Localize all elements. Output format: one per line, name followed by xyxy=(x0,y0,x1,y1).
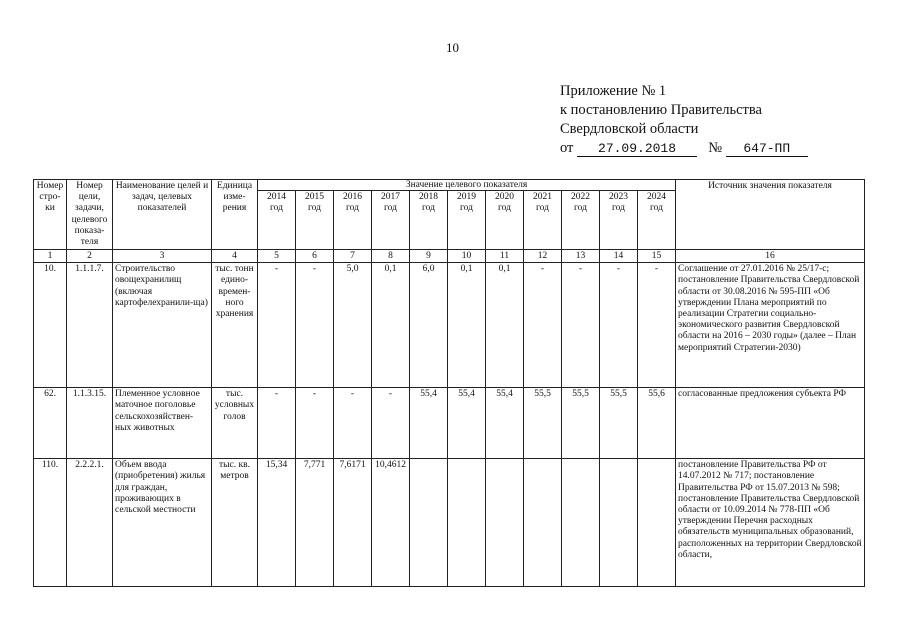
value-cell xyxy=(562,459,600,587)
column-number: 13 xyxy=(562,250,600,263)
header-source: Источник значения показателя xyxy=(676,180,865,250)
page-number: 10 xyxy=(446,40,459,55)
value-cell: 55,5 xyxy=(600,388,638,459)
value-cell: 5,0 xyxy=(334,263,372,388)
value-cell: - xyxy=(372,388,410,459)
appendix-resolution-line: к постановлению Правительства xyxy=(560,102,762,118)
goal-number: 1.1.3.15. xyxy=(67,388,113,459)
row-number: 62. xyxy=(34,388,67,459)
indicators-table xyxy=(33,179,865,587)
table-row xyxy=(34,263,865,388)
column-number: 12 xyxy=(524,250,562,263)
value-cell: 7,771 xyxy=(296,459,334,587)
column-number: 3 xyxy=(113,250,212,263)
appendix-region-line: Свердловской области xyxy=(560,121,699,137)
value-cell: 10,4612 xyxy=(372,459,410,587)
header-name: Наименование целей и задач, целевых показателей xyxy=(113,180,212,250)
column-number: 14 xyxy=(600,250,638,263)
column-number: 15 xyxy=(638,250,676,263)
value-cell: - xyxy=(258,388,296,459)
value-cell: - xyxy=(334,388,372,459)
table-row xyxy=(34,388,865,459)
value-cell: - xyxy=(638,263,676,388)
value-cell: 0,1 xyxy=(372,263,410,388)
goal-number: 1.1.1.7. xyxy=(67,263,113,388)
column-number: 2 xyxy=(67,250,113,263)
value-cell: 0,1 xyxy=(448,263,486,388)
value-cell xyxy=(524,459,562,587)
header-goal-num: Номер цели, задачи, целевого показа-теля xyxy=(67,180,113,250)
value-cell: - xyxy=(600,263,638,388)
table-row xyxy=(34,459,865,587)
number-prefix: № xyxy=(708,140,723,156)
column-number: 10 xyxy=(448,250,486,263)
header-year: 2016 год xyxy=(334,191,372,250)
value-cell: - xyxy=(524,263,562,388)
header-unit: Единица изме-рения xyxy=(212,180,258,250)
appendix-title: Приложение № 1 xyxy=(560,83,667,99)
column-number: 11 xyxy=(486,250,524,263)
header-year: 2022 год xyxy=(562,191,600,250)
column-number: 4 xyxy=(212,250,258,263)
value-cell xyxy=(486,459,524,587)
value-cell: 55,4 xyxy=(486,388,524,459)
value-cell: 55,5 xyxy=(562,388,600,459)
header-year: 2023 год xyxy=(600,191,638,250)
value-cell: - xyxy=(258,263,296,388)
indicator-source: согласованные предложения субъекта РФ xyxy=(676,388,865,459)
header-year: 2019 год xyxy=(448,191,486,250)
value-cell: 7,6171 xyxy=(334,459,372,587)
value-cell xyxy=(448,459,486,587)
resolution-number: 647-ПП xyxy=(726,142,808,157)
resolution-date: 27.09.2018 xyxy=(577,142,697,157)
header-year: 2018 год xyxy=(410,191,448,250)
column-number: 6 xyxy=(296,250,334,263)
indicator-unit: тыс. тонн едино-времен-ного хранения xyxy=(212,263,258,388)
indicator-source: постановление Правительства РФ от 14.07.2012 № 717; постановление Правительства РФ от 15.07.2013 № 598; постановление Правительства Свердловской области от 10.09.2014 № 778-ПП «Об утверждении Перечня расходных обязательств муниципальных образований, расположенных на территории Свердловской области, xyxy=(676,459,865,587)
column-number: 1 xyxy=(34,250,67,263)
value-cell: 6,0 xyxy=(410,263,448,388)
value-cell: 0,1 xyxy=(486,263,524,388)
column-number: 9 xyxy=(410,250,448,263)
indicator-unit: тыс. условных голов xyxy=(212,388,258,459)
column-number: 8 xyxy=(372,250,410,263)
column-number: 7 xyxy=(334,250,372,263)
appendix-date-number-line xyxy=(560,139,808,158)
value-cell: - xyxy=(562,263,600,388)
row-number: 110. xyxy=(34,459,67,587)
value-cell xyxy=(600,459,638,587)
value-cell: 55,4 xyxy=(410,388,448,459)
value-cell: 55,4 xyxy=(448,388,486,459)
header-year: 2020 год xyxy=(486,191,524,250)
value-cell: 15,34 xyxy=(258,459,296,587)
value-cell: - xyxy=(296,388,334,459)
header-year: 2021 год xyxy=(524,191,562,250)
indicator-name: Объем ввода (приобретения) жилья для граждан, проживающих в сельской местности xyxy=(113,459,212,587)
value-cell: 55,5 xyxy=(524,388,562,459)
header-year: 2024 год xyxy=(638,191,676,250)
header-values-group: Значение целевого показателя xyxy=(258,180,676,191)
header-row-num: Номер стро-ки xyxy=(34,180,67,250)
value-cell xyxy=(638,459,676,587)
header-year: 2017 год xyxy=(372,191,410,250)
value-cell: - xyxy=(296,263,334,388)
date-prefix: от xyxy=(560,140,574,156)
column-numbers-row xyxy=(34,250,865,263)
header-year: 2014 год xyxy=(258,191,296,250)
column-number: 16 xyxy=(676,250,865,263)
indicator-name: Племенное условное маточное поголовье сельскохозяйствен-ных животных xyxy=(113,388,212,459)
indicator-source: Соглашение от 27.01.2016 № 25/17-с; постановление Правительства Свердловской области от 30.08.2016 № 595-ПП «Об утверждении Плана мероприятий по реализации Стратегии социально-экономического развития Свердловской области на 2016 – 2030 годы» (далее – План мероприятий Стратегии-2030) xyxy=(676,263,865,388)
value-cell: 55,6 xyxy=(638,388,676,459)
column-number: 5 xyxy=(258,250,296,263)
indicator-unit: тыс. кв. метров xyxy=(212,459,258,587)
header-row xyxy=(34,180,865,191)
value-cell xyxy=(410,459,448,587)
row-number: 10. xyxy=(34,263,67,388)
header-year: 2015 год xyxy=(296,191,334,250)
indicator-name: Строительство овощехранилищ (включая картофелехранили-ща) xyxy=(113,263,212,388)
appendix-header xyxy=(560,82,808,158)
goal-number: 2.2.2.1. xyxy=(67,459,113,587)
